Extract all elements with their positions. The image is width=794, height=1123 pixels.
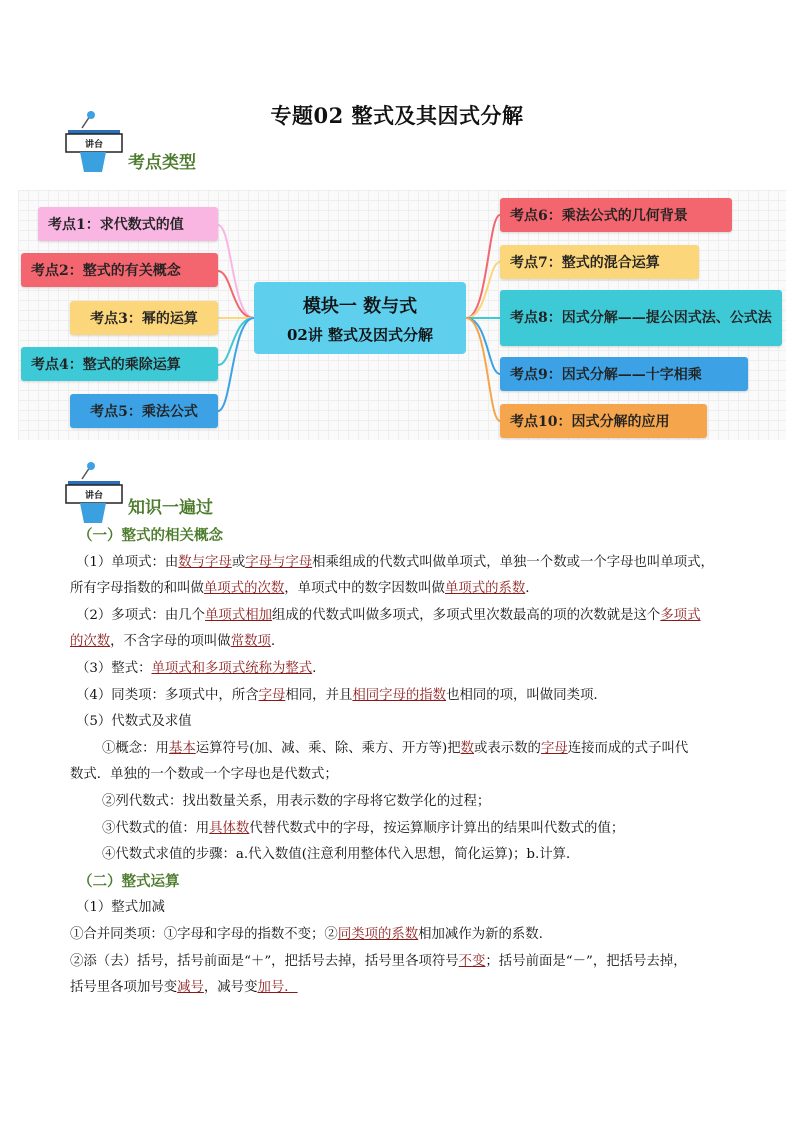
node-right-7: 考点7：整式的混合运算 (500, 245, 699, 279)
para-evaluation-steps: ④代数式求值的步骤：a.代入数值(注意利用整体代入思想，简化运算)；b.计算． (102, 847, 580, 863)
podium-icon (62, 461, 132, 521)
para-concept-cont: 数式．单独的一个数或一个字母也是代数式； (70, 767, 338, 783)
para-add-subtract: （1）整式加减 (76, 900, 165, 916)
node-left-5: 考点5：乘法公式 (70, 394, 218, 428)
para-write-expression: ②列代数式：找出数量关系，用表示数的字母将它数学化的过程； (102, 793, 491, 809)
para-like-terms: （4）同类项：多项式中，所含字母相同，并且相同字母的指数也相同的项，叫做同类项. (76, 687, 598, 703)
subheading-concepts: （一）整式的相关概念 (78, 527, 223, 544)
mind-map (18, 190, 786, 440)
para-concept: ①概念：用基本运算符号(加、减、乘、除、乘方、开方等)把数或表示数的字母连接而成的式子叫代 (102, 740, 689, 756)
center-node-title: 模块一 数与式 (302, 296, 418, 317)
knowledge-content (70, 523, 730, 1002)
para-integral-expression: （3）整式：单项式和多项式统称为整式. (76, 660, 317, 676)
center-node-subtitle: 02讲 整式及因式分解 (286, 326, 434, 344)
para-polynomial: （2）多项式：由几个单项式相加组成的代数式叫做多项式，多项式里次数最高的项的次数就是这个多项式 (76, 607, 701, 623)
node-left-4: 考点4：整式的乘除运算 (21, 347, 218, 381)
node-right-10: 考点10：因式分解的应用 (500, 404, 707, 438)
svg-text:讲台: 讲台 (84, 140, 104, 150)
para-brackets-cont: 括号里各项加号变减号，减号变加号． (70, 980, 298, 996)
node-left-3: 考点3：幂的运算 (70, 301, 218, 335)
svg-text:讲台: 讲台 (84, 491, 104, 501)
section-heading-types: 考点类型 (128, 153, 196, 173)
page-title: 专题02 整式及其因式分解 (270, 103, 524, 128)
para-polynomial-cont: 的次数，不含字母的项叫做常数项. (70, 634, 276, 650)
para-monomial-cont: 所有字母指数的和叫做单项式的次数，单项式中的数字因数叫做单项式的系数. (70, 581, 530, 597)
node-right-8: 考点8：因式分解——提公因式法、公式法 (500, 290, 782, 346)
para-brackets: ②添（去）括号，括号前面是“＋”，把括号去掉，括号里各项符号不变；括号前面是“－”，把括号去掉， (70, 953, 687, 969)
para-combine-like-terms: ①合并同类项：①字母和字母的指数不变；②同类项的系数相加减作为新的系数. (70, 926, 543, 942)
node-left-1: 考点1：求代数式的值 (38, 207, 218, 241)
podium-icon (62, 110, 132, 170)
para-expression-value: ③代数式的值：用具体数代替代数式中的字母，按运算顺序计算出的结果叫代数式的值； (102, 820, 625, 836)
node-right-6: 考点6：乘法公式的几何背景 (500, 198, 732, 232)
subheading-operations: （二）整式运算 (78, 872, 180, 890)
para-algebraic-expression: （5）代数式及求值 (76, 714, 192, 730)
para-monomial: （1）单项式：由数与字母或字母与字母相乘组成的代数式叫做单项式，单独一个数或一个字母也叫单项式， (76, 554, 714, 570)
center-node (254, 282, 466, 354)
section-heading-knowledge: 知识一遍过 (128, 498, 213, 518)
node-right-9: 考点9：因式分解——十字相乘 (500, 357, 748, 391)
node-left-2: 考点2：整式的有关概念 (21, 253, 218, 287)
